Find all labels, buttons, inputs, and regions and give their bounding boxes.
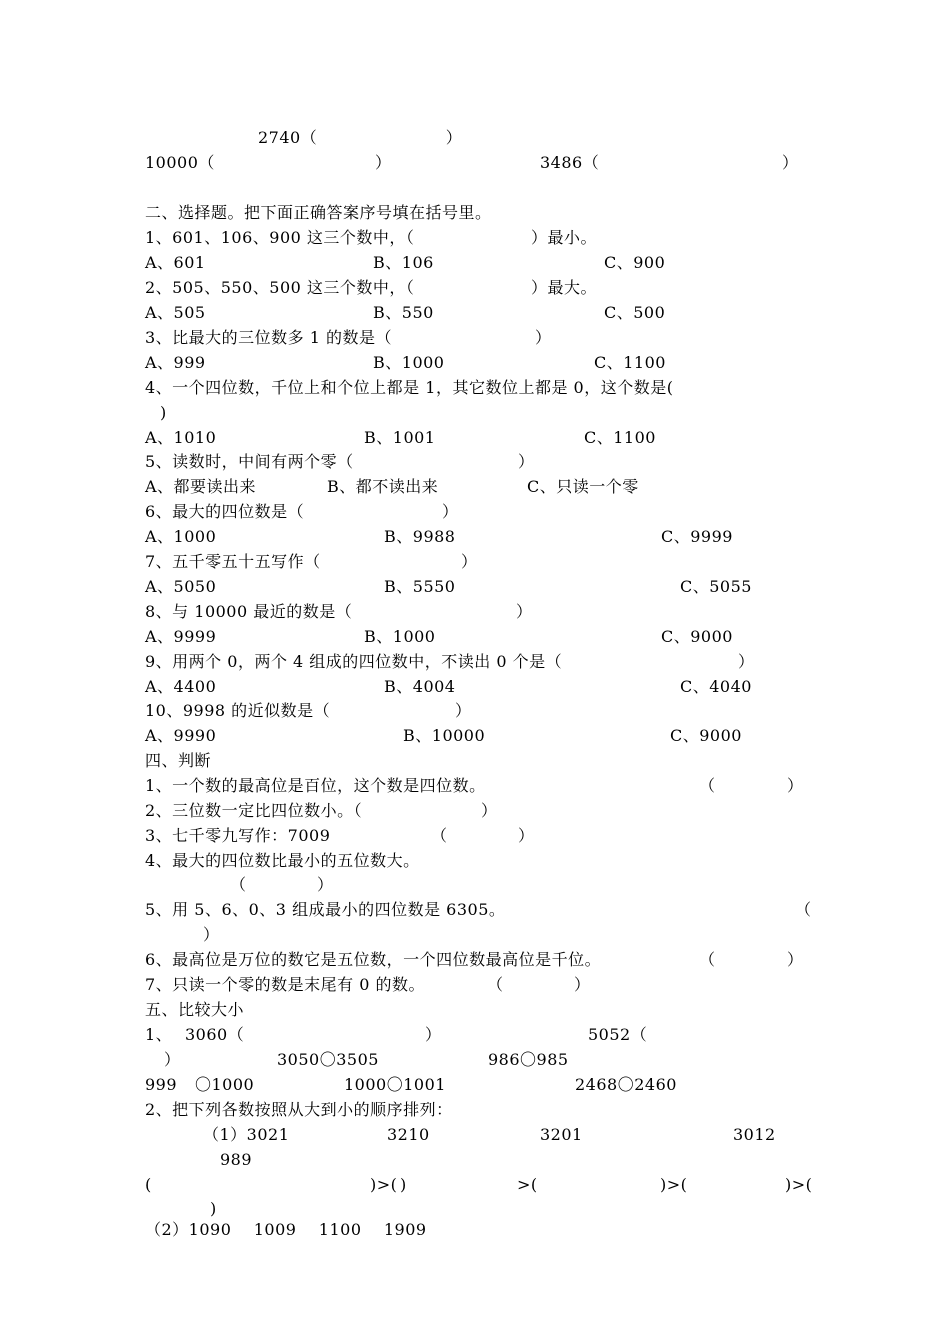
text-line-91: 3210 [387, 1125, 430, 1144]
text-line-50: C、4040 [680, 677, 752, 696]
text-line-13: A、505 [145, 303, 206, 322]
text-line-15: C、500 [604, 303, 666, 322]
text-line-36: 7、五千零五十五写作（ [145, 552, 321, 571]
text-line-102: （2）1090 1009 1100 1909 [145, 1220, 427, 1239]
text-line-100: )>( [785, 1175, 813, 1194]
text-line-40: C、5055 [680, 577, 752, 596]
text-line-12: ）最大。 [531, 278, 598, 297]
text-line-7: ）最小。 [531, 228, 598, 247]
text-line-19: B、1000 [373, 353, 445, 372]
text-line-45: C、9000 [661, 627, 733, 646]
text-line-83: 3050〇3505 [277, 1050, 379, 1069]
text-line-47: ） [738, 652, 755, 671]
text-line-101: ) [210, 1199, 217, 1218]
text-line-80: ） [425, 1025, 442, 1044]
text-line-1: 10000（ [145, 153, 215, 172]
text-line-34: B、9988 [384, 527, 456, 546]
text-line-25: C、1100 [584, 428, 656, 447]
text-line-55: C、9000 [670, 726, 742, 745]
text-line-16: 3、比最大的三位数多 1 的数是（ [145, 328, 393, 347]
text-line-8: A、601 [145, 253, 206, 272]
text-line-46: 9、用两个 0，两个 4 组成的四位数中，不读出 0 个是（ [145, 652, 563, 671]
text-line-98: >( [517, 1175, 538, 1194]
text-line-86: 〇1000 [195, 1075, 255, 1094]
text-line-3: 3486（ [540, 153, 600, 172]
text-line-61: ） [481, 801, 498, 820]
text-line-27: ） [518, 452, 535, 471]
text-line-54: B、10000 [403, 726, 486, 745]
text-line-90: （1）3021 [203, 1125, 290, 1144]
text-line-20: C、1100 [594, 353, 666, 372]
text-line-96: )>( [370, 1175, 398, 1194]
text-line-56: 四、判断 [145, 751, 212, 770]
text-line-60: 2、三位数一定比四位数小。（ [145, 801, 363, 820]
text-line-92: 3201 [540, 1125, 583, 1144]
text-line-97: ) [400, 1175, 407, 1194]
text-line-42: ） [516, 602, 533, 621]
text-line-21: 4、一个四位数，千位上和个位上都是 1，其它数位上都是 0，这个数是( [145, 378, 674, 397]
text-line-82: ） [164, 1050, 181, 1069]
text-line-49: B、4004 [384, 677, 456, 696]
text-line-31: 6、最大的四位数是（ [145, 502, 305, 521]
text-line-95: ( [145, 1175, 152, 1194]
text-line-51: 10、9998 的近似数是（ [145, 701, 331, 720]
text-line-79: 3060（ [185, 1025, 245, 1044]
text-line-0: 2740（ ） [258, 128, 463, 147]
text-line-33: A、1000 [145, 527, 217, 546]
text-line-62: 3、七千零九写作：7009 [145, 826, 331, 845]
text-line-48: A、4400 [145, 677, 217, 696]
text-line-75: （ [487, 975, 504, 994]
text-line-93: 3012 [733, 1125, 776, 1144]
text-line-65: 4、最大的四位数比最小的五位数大。 [145, 851, 420, 870]
text-line-37: ） [461, 552, 478, 571]
text-line-53: A、9990 [145, 726, 217, 745]
text-line-26: 5、读数时，中间有两个零（ [145, 452, 354, 471]
text-line-38: A、5050 [145, 577, 217, 596]
text-line-59: ） [787, 776, 804, 795]
text-line-63: （ [431, 826, 448, 845]
text-line-66: （ [230, 875, 247, 894]
text-line-69: （ [795, 900, 812, 919]
text-line-10: C、900 [604, 253, 666, 272]
text-line-74: 7、只读一个零的数是末尾有 0 的数。 [145, 975, 426, 994]
text-line-99: )>( [660, 1175, 688, 1194]
text-line-87: 1000〇1001 [344, 1075, 446, 1094]
text-line-28: A、都要读出来 [145, 477, 257, 496]
text-line-23: A、1010 [145, 428, 217, 447]
text-line-72: （ [699, 950, 716, 969]
text-line-6: 1、601、106、900 这三个数中，（ [145, 228, 415, 247]
text-line-58: （ [699, 776, 716, 795]
text-line-17: ） [535, 328, 552, 347]
text-line-2: ） [375, 153, 392, 172]
text-line-52: ） [455, 701, 472, 720]
text-line-35: C、9999 [661, 527, 733, 546]
text-line-30: C、只读一个零 [527, 477, 639, 496]
text-line-77: 五、比较大小 [145, 1000, 245, 1019]
text-line-88: 2468〇2460 [575, 1075, 677, 1094]
text-line-11: 2、505、550、500 这三个数中，（ [145, 278, 415, 297]
text-line-9: B、106 [373, 253, 434, 272]
text-line-78: 1、 [145, 1025, 173, 1044]
text-line-57: 1、一个数的最高位是百位，这个数是四位数。 [145, 776, 486, 795]
text-line-18: A、999 [145, 353, 206, 372]
text-line-41: 8、与 10000 最近的数是（ [145, 602, 353, 621]
text-line-29: B、都不读出来 [327, 477, 439, 496]
text-line-4: ） [782, 153, 799, 172]
text-line-14: B、550 [373, 303, 434, 322]
text-line-70: ） [203, 925, 220, 944]
text-line-81: 5052（ [588, 1025, 648, 1044]
text-line-89: 2、把下列各数按照从大到小的顺序排列： [145, 1100, 453, 1119]
text-line-5: 二、选择题。把下面正确答案序号填在括号里。 [145, 203, 492, 222]
text-line-71: 6、最高位是万位的数它是五位数，一个四位数最高位是千位。 [145, 950, 602, 969]
text-line-64: ） [518, 826, 535, 845]
text-line-22: ) [160, 403, 167, 422]
text-line-39: B、5550 [384, 577, 456, 596]
text-line-94: 989 [220, 1150, 253, 1169]
text-line-44: B、1000 [364, 627, 436, 646]
text-line-84: 986〇985 [488, 1050, 569, 1069]
text-line-68: 5、用 5、6、0、3 组成最小的四位数是 6305。 [145, 900, 506, 919]
text-line-73: ） [787, 950, 804, 969]
text-line-32: ） [442, 502, 459, 521]
text-line-76: ） [574, 975, 591, 994]
text-line-43: A、9999 [145, 627, 217, 646]
text-line-24: B、1001 [364, 428, 436, 447]
text-line-85: 999 [145, 1075, 178, 1094]
text-line-67: ） [317, 875, 334, 894]
